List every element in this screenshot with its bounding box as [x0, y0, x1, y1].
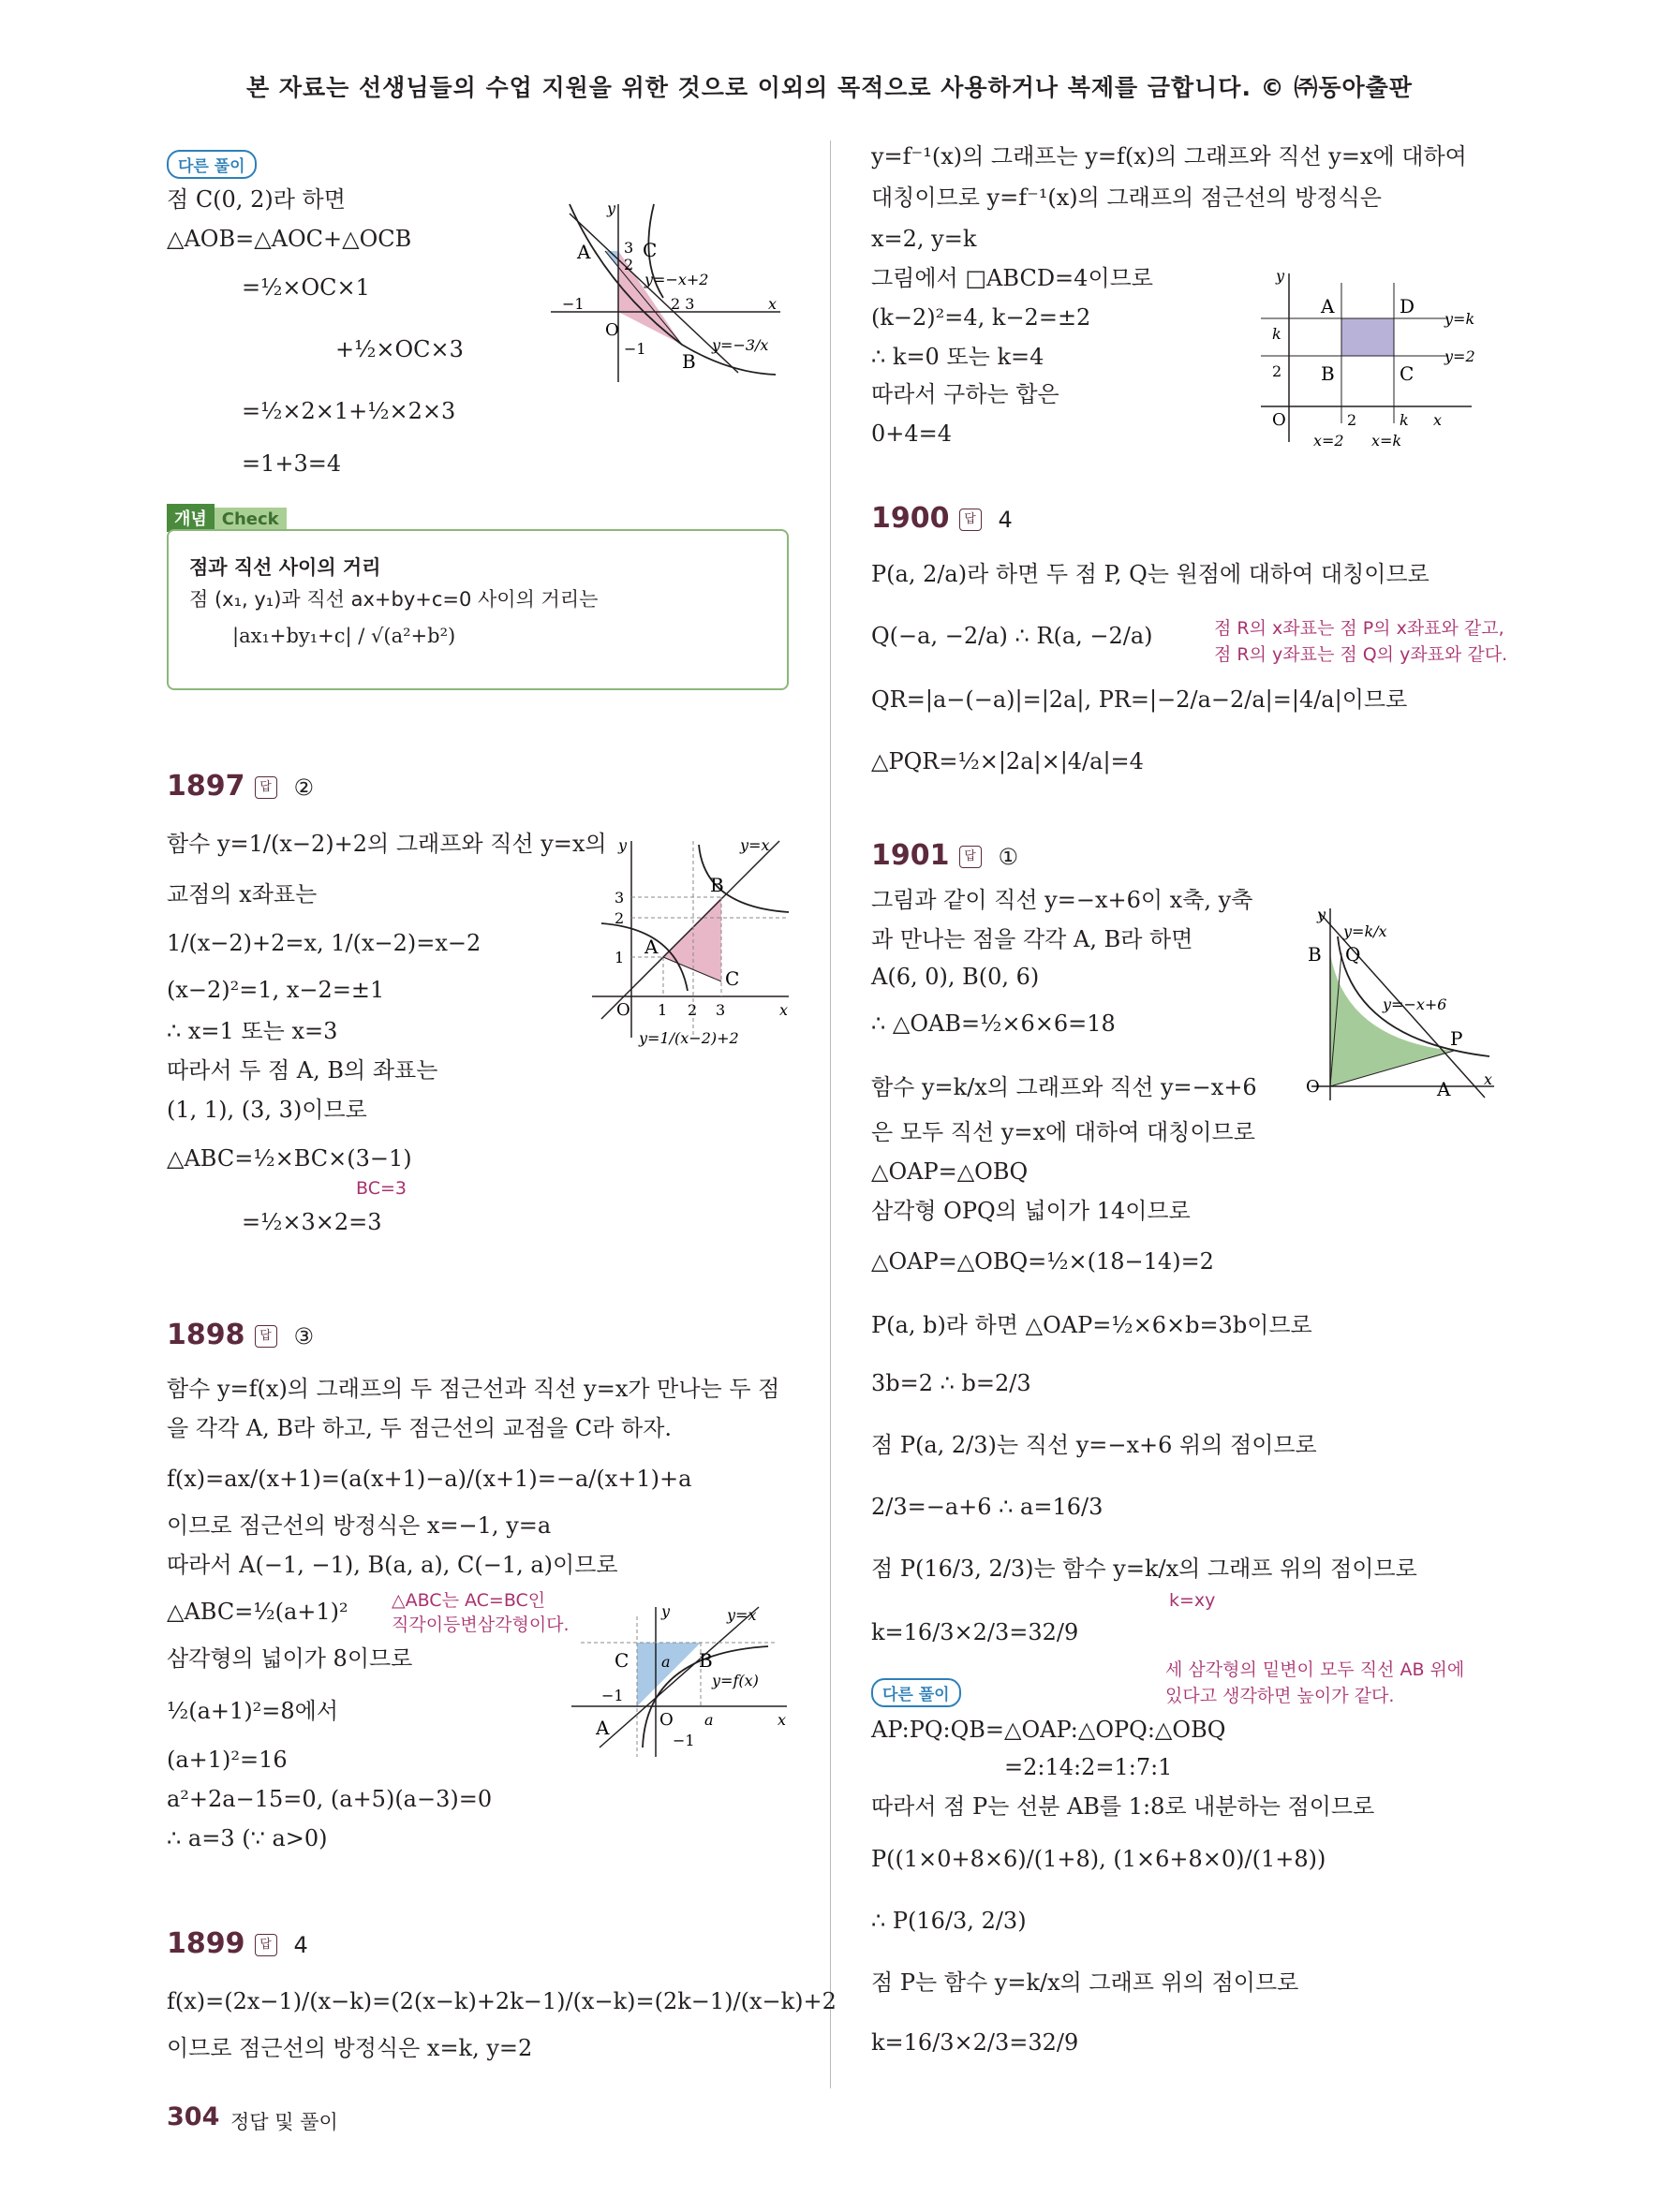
line-label: y=x [727, 1606, 757, 1624]
p1901-line: 함수 y=k/x의 그래프와 직선 y=−x+6 [871, 1074, 1257, 1100]
alt-line: =½×2×1+½×2×3 [242, 398, 456, 424]
point-c-label: C [725, 967, 740, 990]
problem-1897-number: 1897 답 ② [167, 770, 315, 803]
p1901-line: A(6, 0), B(0, 6) [871, 964, 1040, 990]
p1898-line: 함수 y=f(x)의 그래프의 두 점근선과 직선 y=x가 만나는 두 점 [167, 1376, 780, 1402]
triangle-opq-fill [1330, 953, 1454, 1086]
point-a-label: A [1321, 295, 1335, 317]
p1900-line: P(a, 2/a)라 하면 두 점 P, Q는 원점에 대하여 대칭이므로 [871, 561, 1429, 587]
square-abcd-fill [1341, 318, 1394, 356]
label-x-2: x=2 [1313, 432, 1344, 450]
problem-1897-answer: ② [293, 774, 315, 801]
p1897-line: ∴ x=1 또는 x=3 [167, 1018, 338, 1044]
point-b-label: B [710, 874, 724, 896]
point-b-label: B [1321, 362, 1335, 385]
p1901-line: 그림과 같이 직선 y=−x+6이 x축, y축 [871, 887, 1253, 913]
p1898-line: a²+2a−15=0, (a+5)(a−3)=0 [167, 1786, 493, 1812]
origin-label: O [1306, 1077, 1320, 1097]
origin-label: O [1272, 410, 1286, 430]
concept-check-title: 점과 직선 사이의 거리 [189, 556, 381, 579]
x-axis-label: x [1433, 411, 1443, 429]
p1898-line: f(x)=ax/(x+1)=(a(x+1)−a)/(x+1)=−a/(x+1)+a [167, 1466, 692, 1492]
p1899-line: f(x)=(2x−1)/(x−k)=(2(x−k)+2k−1)/(x−k)=(2k−1)/(x−k)+2 [167, 1988, 837, 2014]
curve-label: y=1/(x−2)+2 [639, 1029, 739, 1047]
p1901-line: k=16/3×2/3=32/9 [871, 1619, 1079, 1645]
alt-1901-line: ∴ P(16/3, 2/3) [871, 1908, 1027, 1934]
p1899-cont-line: ∴ k=0 또는 k=4 [871, 344, 1044, 370]
p1901-line: 3b=2 ∴ b=2/3 [871, 1370, 1031, 1396]
check-label: Check [215, 508, 287, 531]
tick-1-y: 1 [615, 949, 625, 966]
point-a-label: A [644, 936, 659, 958]
point-q-label: Q [1345, 943, 1361, 966]
x-axis-label: x [779, 1001, 789, 1019]
point-d-label: D [1400, 295, 1415, 317]
alt-1901-line: AP:PQ:QB=△OAP:△OPQ:△OBQ [871, 1717, 1226, 1743]
point-a-label: A [596, 1717, 610, 1739]
point-c-label: C [1400, 362, 1415, 385]
answer-icon: 답 [959, 846, 982, 868]
p1901-line: △OAP=△OBQ=½×(18−14)=2 [871, 1248, 1214, 1275]
p1901-line: 과 만나는 점을 각각 A, B라 하면 [871, 926, 1193, 952]
page-number: 304 [167, 2102, 220, 2131]
p1901-line: 2/3=−a+6 ∴ a=16/3 [871, 1494, 1104, 1520]
answer-icon: 답 [255, 1934, 277, 1956]
p1901-line: △OAP=△OBQ [871, 1158, 1029, 1185]
p1898-line: ½(a+1)²=8에서 [167, 1698, 339, 1724]
y-axis-label: y [618, 836, 628, 854]
tick-3-y: 3 [624, 239, 634, 257]
p1898-line: ∴ a=3 (∵ a>0) [167, 1825, 328, 1851]
tick-a-y: a [661, 1653, 671, 1671]
x-axis-label: x [768, 295, 778, 313]
point-a-label: A [577, 241, 591, 263]
curve-label: y=k/x [1343, 922, 1387, 940]
point-a-label: A [1437, 1078, 1451, 1100]
p1897-line: (x−2)²=1, x−2=±1 [167, 977, 385, 1003]
p1899-cont-line: x=2, y=k [871, 226, 977, 252]
alt-1901-line: =2:14:2=1:7:1 [1004, 1754, 1173, 1780]
tick-2-y: 2 [1272, 362, 1282, 380]
alt-1901-line: 점 P는 함수 y=k/x의 그래프 위의 점이므로 [871, 1969, 1299, 1996]
point-p-label: P [1450, 1027, 1463, 1050]
origin-label: O [659, 1710, 674, 1730]
graph-1901 [1293, 899, 1499, 1105]
label-x-k: x=k [1371, 432, 1402, 450]
p1898-line: (a+1)²=16 [167, 1747, 288, 1773]
tick-neg1-y: −1 [673, 1732, 695, 1749]
curve-label: y=−3/x [712, 336, 769, 354]
tick-2-x: 2 [688, 1001, 698, 1019]
tick-neg1-x: −1 [562, 295, 585, 313]
p1898-line: △ABC=½(a+1)² [167, 1599, 348, 1625]
p1899-cont-line: 대칭이므로 y=f⁻¹(x)의 그래프의 점근선의 방정식은 [871, 184, 1382, 211]
problem-1899-number: 1899 답 4 [167, 1927, 308, 1960]
concept-label: 개념 [167, 504, 215, 532]
height-note: 있다고 생각하면 높이가 같다. [1165, 1686, 1395, 1706]
problem-1899-answer: 4 [293, 1932, 308, 1958]
x-axis-label: x [1484, 1070, 1493, 1088]
answer-icon: 답 [255, 1325, 277, 1348]
alt-line: =1+3=4 [242, 450, 342, 477]
p1900-line: △PQR=½×|2a|×|4/a|=4 [871, 748, 1144, 774]
y-axis-label: y [1317, 906, 1326, 923]
alt-line: +½×OC×3 [335, 336, 464, 362]
triangle-note: △ABC는 AC=BC인 [392, 1590, 546, 1611]
r-coordinate-note: 점 R의 y좌표는 점 Q의 y좌표와 같다. [1214, 644, 1508, 665]
origin-label: O [605, 320, 619, 340]
point-c-label: C [643, 239, 658, 261]
p1898-line: 삼각형의 넓이가 8이므로 [167, 1645, 413, 1672]
p1901-line: 점 P(16/3, 2/3)는 함수 y=k/x의 그래프 위의 점이므로 [871, 1556, 1417, 1582]
problem-1898-number: 1898 답 ③ [167, 1319, 315, 1351]
p1899-line: 이므로 점근선의 방정식은 x=k, y=2 [167, 2035, 533, 2061]
problem-1901-answer: ① [998, 844, 1019, 870]
tick-k-x: k [1400, 411, 1409, 429]
alt-line: 점 C(0, 2)라 하면 [167, 186, 346, 213]
tick-k-y: k [1272, 325, 1281, 343]
p1897-line: 교점의 x좌표는 [167, 881, 318, 907]
alt-line: △AOB=△AOC+△OCB [167, 226, 412, 252]
alt-solution-tag: 다른 풀이 [167, 150, 257, 179]
tick-neg1-y: −1 [624, 340, 646, 358]
p1899-cont-line: 0+4=4 [871, 420, 953, 447]
p1900-line: QR=|a−(−a)|=|2a|, PR=|−2/a−2/a|=|4/a|이므로 [871, 686, 1408, 713]
graph-1899 [1261, 264, 1486, 451]
tick-23-x: 2 3 [671, 295, 695, 313]
tick-2-y: 2 [615, 909, 625, 927]
tick-2-x: 2 [1347, 411, 1357, 429]
p1900-line: Q(−a, −2/a) ∴ R(a, −2/a) [871, 623, 1153, 649]
tick-3-y: 3 [615, 889, 625, 907]
graph-1897 [583, 832, 798, 1056]
alt-1901-line: P((1×0+8×6)/(1+8), (1×6+8×0)/(1+8)) [871, 1846, 1326, 1872]
p1899-cont-line: 따라서 구하는 합은 [871, 381, 1059, 407]
label-y-k: y=k [1444, 310, 1475, 328]
p1897-line: 1/(x−2)+2=x, 1/(x−2)=x−2 [167, 930, 481, 956]
y-axis-label: y [607, 199, 616, 217]
problem-1900-number: 1900 답 4 [871, 502, 1013, 535]
p1899-cont-line: 그림에서 □ABCD=4이므로 [871, 265, 1153, 291]
p1901-line: 삼각형 OPQ의 넓이가 14이므로 [871, 1198, 1191, 1224]
p1897-line: 따라서 두 점 A, B의 좌표는 [167, 1057, 438, 1084]
copyright-banner: 본 자료는 선생님들의 수업 지원을 위한 것으로 이외의 목적으로 사용하거나 복제를 금합니다. © ㈜동아출판 [246, 74, 1413, 101]
column-divider [830, 140, 831, 2088]
p1897-line: =½×3×2=3 [242, 1209, 382, 1235]
p1899-cont-line: y=f⁻¹(x)의 그래프는 y=f(x)의 그래프와 직선 y=x에 대하여 [871, 143, 1467, 170]
distance-formula: |ax₁+by₁+c| / √(a²+b²) [232, 625, 456, 647]
problem-1901-number: 1901 답 ① [871, 839, 1019, 872]
height-note: 세 삼각형의 밑변이 모두 직선 AB 위에 [1165, 1659, 1465, 1680]
p1898-line: 따라서 A(−1, −1), B(a, a), C(−1, a)이므로 [167, 1552, 618, 1578]
y-axis-label: y [1276, 267, 1285, 285]
p1897-line: 함수 y=1/(x−2)+2의 그래프와 직선 y=x의 [167, 831, 607, 857]
y-axis-label: y [661, 1602, 671, 1620]
r-coordinate-note: 점 R의 x좌표는 점 P의 x좌표와 같고, [1214, 618, 1504, 639]
p1897-line: (1, 1), (3, 3)이므로 [167, 1097, 367, 1123]
bc-note: BC=3 [356, 1178, 407, 1199]
point-b-label: B [682, 350, 696, 373]
answer-icon: 답 [255, 776, 277, 799]
curve-label: y=f(x) [712, 1672, 759, 1689]
point-c-label: C [615, 1649, 630, 1672]
alt-line: =½×OC×1 [242, 274, 370, 301]
p1901-line: ∴ △OAB=½×6×6=18 [871, 1010, 1116, 1037]
concept-check-label [167, 504, 287, 530]
alt-solution-graph [551, 195, 794, 382]
line-label: y=−x+2 [644, 271, 709, 288]
point-b-label: B [699, 1649, 713, 1672]
page-footer-title: 정답 및 풀이 [230, 2111, 338, 2133]
origin-label: O [616, 1000, 630, 1020]
p1901-line: 점 P(a, 2/3)는 직선 y=−x+6 위의 점이므로 [871, 1432, 1317, 1458]
alt-solution-tag: 다른 풀이 [871, 1678, 961, 1707]
label-y-2: y=2 [1444, 347, 1475, 365]
problem-1898-answer: ③ [293, 1323, 315, 1349]
answer-icon: 답 [959, 509, 982, 531]
tick-neg1-x: −1 [601, 1687, 624, 1704]
concept-check-body: 점 (x₁, y₁)과 직선 ax+by+c=0 사이의 거리는 [189, 588, 599, 611]
triangle-note: 직각이등변삼각형이다. [392, 1615, 570, 1635]
problem-1900-answer: 4 [998, 507, 1013, 533]
alt-1901-line: 따라서 점 P는 선분 AB를 1:8로 내분하는 점이므로 [871, 1793, 1375, 1820]
graph-1898 [562, 1598, 796, 1766]
p1898-line: 이므로 점근선의 방정식은 x=−1, y=a [167, 1512, 552, 1539]
p1899-cont-line: (k−2)²=4, k−2=±2 [871, 304, 1091, 331]
x-axis-label: x [778, 1711, 787, 1729]
line-label: y=x [740, 836, 770, 854]
line-y-eq-x [601, 841, 779, 1019]
tick-2-y: 2 [624, 256, 634, 273]
tick-3-x: 3 [716, 1001, 726, 1019]
p1901-line: P(a, b)라 하면 △OAP=½×6×b=3b이므로 [871, 1312, 1312, 1338]
p1898-line: 을 각각 A, B라 하고, 두 점근선의 교점을 C라 하자. [167, 1415, 673, 1441]
line-label: y=−x+6 [1383, 995, 1447, 1013]
alt-1901-line: k=16/3×2/3=32/9 [871, 2029, 1079, 2056]
tick-1-x: 1 [658, 1001, 668, 1019]
point-b-label: B [1308, 943, 1322, 966]
p1897-line: △ABC=½×BC×(3−1) [167, 1145, 412, 1172]
kxy-note: k=xy [1169, 1590, 1216, 1611]
tick-a-x: a [704, 1711, 714, 1729]
p1901-line: 은 모두 직선 y=x에 대하여 대칭이므로 [871, 1119, 1255, 1145]
